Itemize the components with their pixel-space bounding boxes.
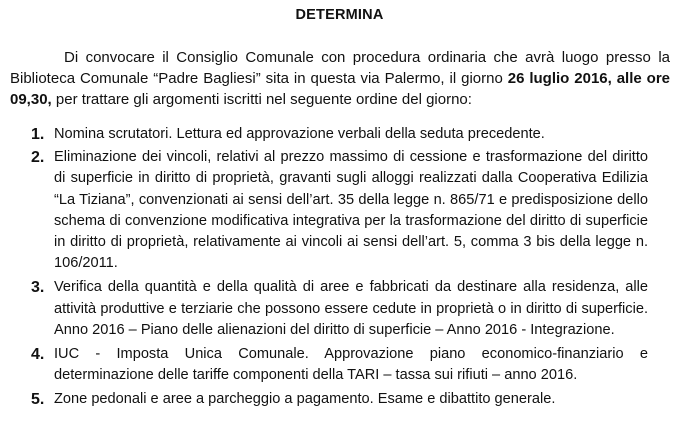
agenda-item-text: Eliminazione dei vincoli, relativi al prezzo massimo di cessione e trasformazione del diritto di superficie in diritto di proprietà, gravanti sugli alloggi realizzati dalla Cooperativa Edilizia “La Tiziana”, convenzionati ai sensi dell’art. 35 della legge n. 865/71 e predisposizione dello schema di convenzione modificativa integrativa per la trasformazione del diritto di superficie in diritto di proprietà, relativamente ai vincoli ai sensi dell’art. 5, comma 3 bis della legge n. 106/2011. [54,149,648,272]
intro-text-before: Di convocare il Consiglio Comunale con procedura ordinaria che avrà luogo presso la Biblioteca Comunale “Padre Bagliesi” sita in questa via Palermo, il giorno [10,49,670,87]
agenda-item-text: Zone pedonali e aree a parcheggio a pagamento. Esame e dibattito generale. [54,391,556,408]
agenda-item [0,147,648,274]
agenda-item-number: 2. [31,149,45,167]
document-heading: DETERMINA [295,7,384,23]
agenda-item-number: 4. [31,346,45,364]
agenda-item [0,124,648,145]
agenda-item-text: IUC - Imposta Unica Comunale. Approvazione piano economico-finanziario e determinazione delle tariffe componenti della TARI – tassa sui rifiuti – anno 2016. [54,346,648,384]
agenda-item-number: 5. [31,391,45,409]
agenda-list [0,124,679,415]
intro-text-after: per trattare gli argomenti iscritti nel seguente ordine del giorno: [51,91,472,108]
agenda-item [0,277,648,341]
intro-paragraph [10,47,670,110]
agenda-item-number: 3. [31,279,45,297]
agenda-item-text: Nomina scrutatori. Lettura ed approvazione verbali della seduta precedente. [54,126,545,142]
agenda-item-number: 1. [31,126,45,143]
intro-bold-date: 26 luglio 2016, alle ore 09,30, [10,70,670,108]
agenda-item-text: Verifica della quantità e della qualità di aree e fabbricati da destinare alla residenza, alle attività produttive e terziarie che possono essere cedute in proprietà o in diritto di superficie. Anno 2016 – Piano delle alienazioni del diritto di superficie – Anno 2016 - Integrazione. [54,279,648,338]
agenda-item [0,344,648,386]
agenda-item [0,389,648,410]
